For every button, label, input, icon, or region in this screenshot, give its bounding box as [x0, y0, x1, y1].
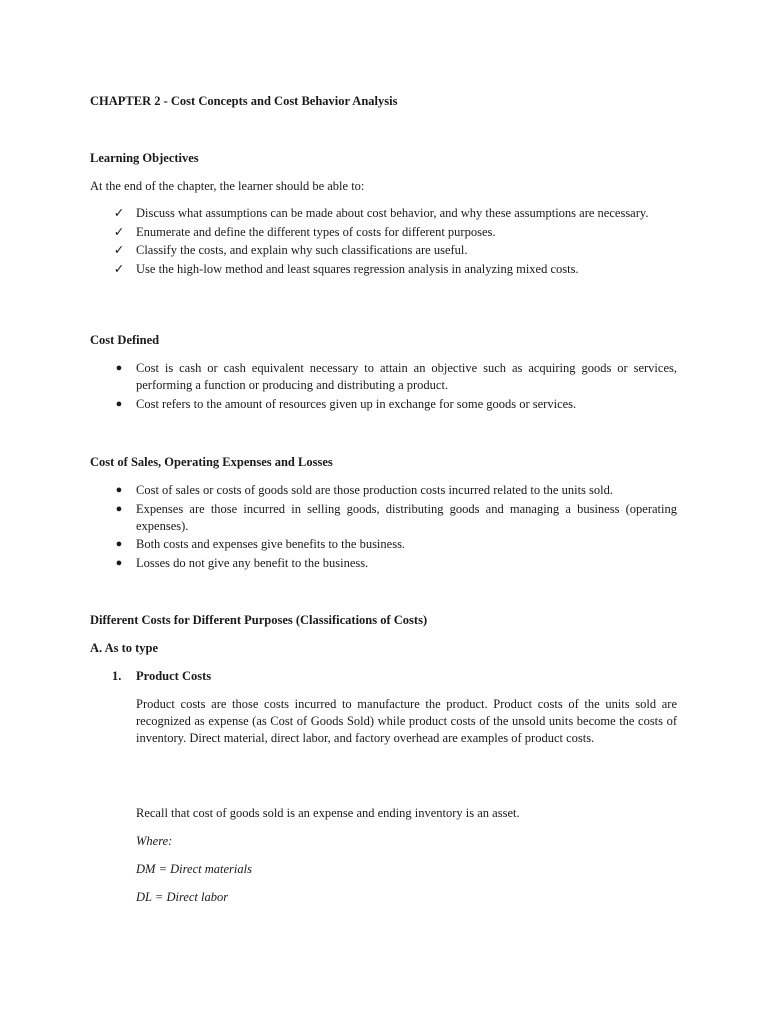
- list-item: ● Cost of sales or costs of goods sold are those production costs incurred related to the units sold.: [0, 482, 677, 499]
- product-costs-paragraph: Product costs are those costs incurred to manufacture the product. Product costs of the units sold are recognized as expense (as Cost of Goods Sold) while product costs of the unsold units become the costs of inventory. Direct material, direct labor, and factory overhead are examples of product costs.: [136, 697, 677, 745]
- list-item: ● Cost is cash or cash equivalent necessary to attain an objective such as acquiring goods or services, performing a function or producing and distributing a product.: [0, 360, 677, 394]
- product-costs-title: Product Costs: [136, 669, 212, 683]
- cost-of-sales-list: [0, 482, 768, 573]
- list-item: ✓ Use the high-low method and least squares regression analysis in analyzing mixed costs.: [113, 261, 579, 276]
- learning-objectives-list: [0, 205, 768, 279]
- list-item: ✓ Classify the costs, and explain why such classifications are useful.: [113, 243, 468, 257]
- cost-defined-heading: Cost Defined: [90, 333, 160, 347]
- list-item: ✓ Enumerate and define the different types of costs for different purposes.: [113, 224, 496, 239]
- product-costs-number: 1.: [112, 669, 122, 683]
- bullet-icon: ●: [115, 484, 123, 496]
- learning-objectives-heading: Learning Objectives: [90, 151, 199, 165]
- dl-definition: DL = Direct labor: [136, 890, 229, 904]
- list-item: ● Losses do not give any benefit to the business.: [0, 555, 677, 572]
- bullet-icon: ●: [115, 538, 123, 550]
- bullet-icon: ●: [115, 556, 123, 569]
- bullet-icon: ●: [115, 502, 123, 515]
- checkmark-icon: ✓: [113, 243, 125, 257]
- recall-text: Recall that cost of goods sold is an expense and ending inventory is an asset.: [136, 806, 520, 820]
- bullet-icon: ●: [115, 362, 123, 374]
- dm-definition: DM = Direct materials: [136, 862, 252, 876]
- list-item: ✓ Discuss what assumptions can be made about cost behavior, and why these assumptions are necessary.: [113, 206, 649, 220]
- list-item: ● Expenses are those incurred in selling goods, distributing goods and managing a business (operating expenses).: [0, 501, 677, 535]
- checkmark-icon: ✓: [113, 224, 125, 239]
- chapter-title: CHAPTER 2 - Cost Concepts and Cost Behavior Analysis: [90, 94, 398, 108]
- list-item: ● Cost refers to the amount of resources given up in exchange for some goods or services.: [0, 396, 677, 413]
- checkmark-icon: ✓: [113, 206, 125, 220]
- cost-defined-list: [0, 360, 768, 414]
- list-item: ● Both costs and expenses give benefits to the business.: [0, 536, 677, 553]
- learning-objectives-intro: At the end of the chapter, the learner should be able to:: [90, 179, 365, 193]
- as-to-type-heading: A. As to type: [90, 641, 159, 655]
- checkmark-icon: ✓: [113, 261, 125, 276]
- classifications-heading: Different Costs for Different Purposes (Classifications of Costs): [90, 613, 428, 627]
- bullet-icon: ●: [115, 397, 123, 410]
- where-label: Where:: [136, 834, 173, 848]
- cost-of-sales-heading: Cost of Sales, Operating Expenses and Losses: [90, 455, 333, 469]
